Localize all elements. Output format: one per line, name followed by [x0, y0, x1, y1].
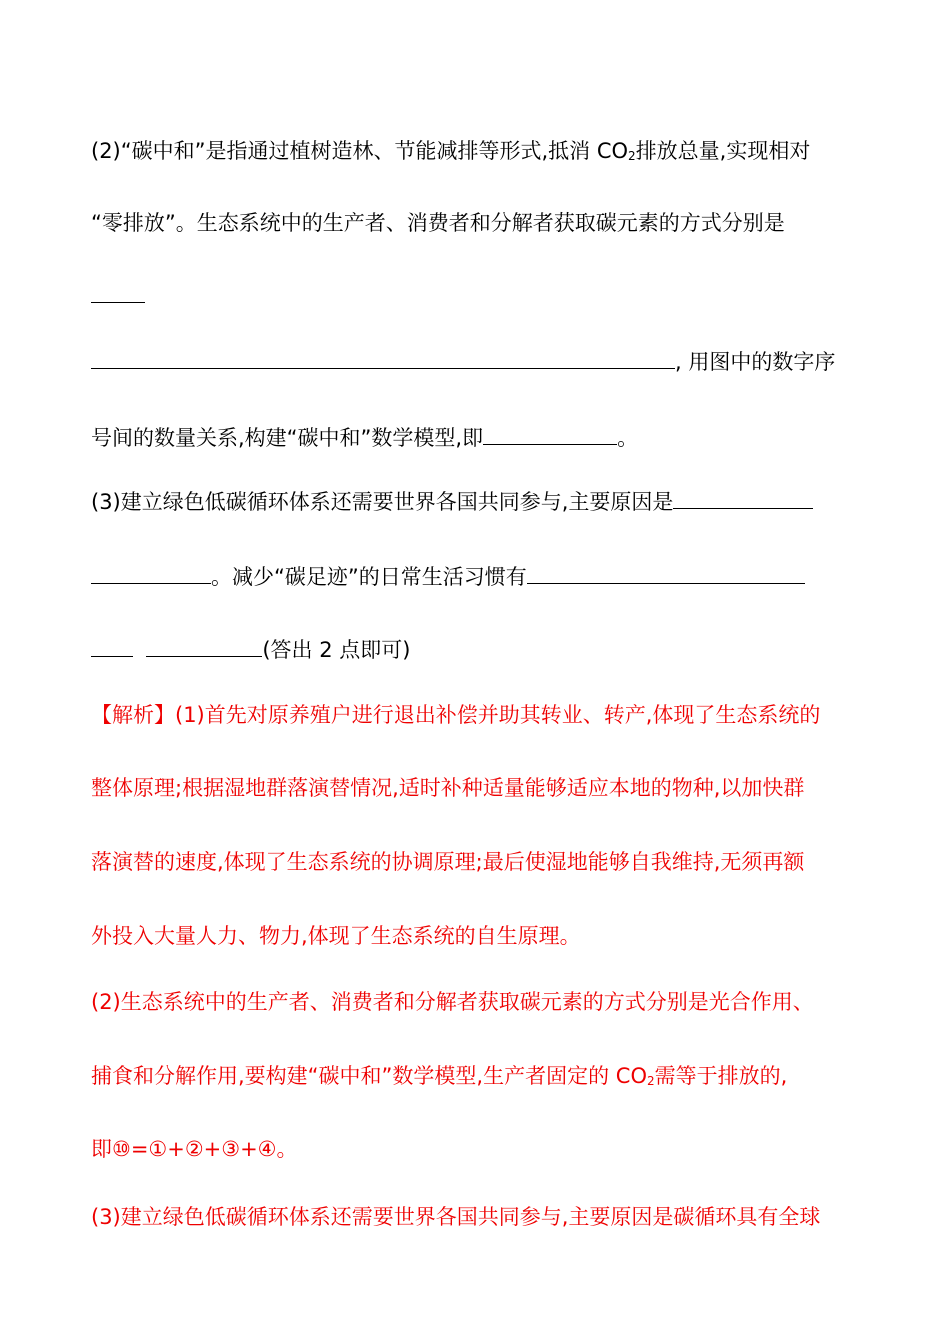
analysis-p1-line-1 — [91, 700, 861, 730]
answer-blank-7[interactable] — [91, 634, 133, 657]
q3-text-3b: (答出 2 点即可) — [262, 638, 411, 662]
analysis-text: 即⑩=①+②+③+④。 — [91, 1137, 298, 1161]
analysis-text: 落演替的速度,体现了生态系统的协调原理;最后使湿地能够自我维持,无须再额 — [91, 850, 805, 874]
analysis-p2-line-2 — [91, 1061, 861, 1096]
q3-text-1a: (3)建立绿色低碳循环体系还需要世界各国共同参与,主要原因是 — [91, 490, 674, 514]
q2-line-5 — [91, 422, 861, 453]
answer-blank-2[interactable] — [91, 346, 675, 369]
analysis-p3-line-1 — [91, 1202, 861, 1232]
analysis-p1-line-2 — [91, 773, 861, 803]
q2-text-1a: (2)“碳中和”是指通过植树造林、节能减排等形式,抵消 CO — [91, 139, 629, 163]
q3-line-2 — [91, 561, 861, 592]
analysis-text: (3)建立绿色低碳循环体系还需要世界各国共同参与,主要原因是碳循环具有全球 — [91, 1205, 821, 1229]
analysis-text: 捕食和分解作用,要构建“碳中和”数学模型,生产者固定的 CO — [91, 1064, 647, 1088]
answer-blank-4[interactable] — [673, 486, 813, 509]
q2-line-3 — [91, 280, 861, 311]
q2-text-5b: 。 — [617, 426, 639, 450]
answer-blank-5[interactable] — [91, 561, 211, 584]
q2-text-4: , 用图中的数字序 — [675, 350, 836, 374]
q3-line-1 — [91, 486, 861, 517]
analysis-p2-line-3 — [91, 1134, 861, 1164]
analysis-p1-line-4 — [91, 921, 861, 951]
q2-text-1b: 排放总量,实现相对 — [635, 139, 811, 163]
q2-text-5a: 号间的数量关系,构建“碳中和”数学模型,即 — [91, 426, 484, 450]
answer-blank-1[interactable] — [91, 280, 145, 303]
analysis-text: 【解析】(1)首先对原养殖户进行退出补偿并助其转业、转产,体现了生态系统的 — [91, 703, 821, 727]
answer-blank-6[interactable] — [527, 561, 805, 584]
q3-line-3 — [91, 634, 861, 665]
answer-blank-8[interactable] — [146, 634, 262, 657]
analysis-text: (2)生态系统中的生产者、消费者和分解者获取碳元素的方式分别是光合作用、 — [91, 990, 814, 1014]
analysis-p1-line-3 — [91, 847, 861, 877]
subscript-2: 2 — [628, 149, 636, 163]
q2-text-2: “零排放”。生态系统中的生产者、消费者和分解者获取碳元素的方式分别是 — [91, 211, 785, 235]
analysis-text: 整体原理;根据湿地群落演替情况,适时补种适量能够适应本地的物种,以加快群 — [91, 776, 805, 800]
q2-line-4 — [91, 346, 861, 377]
q2-line-1 — [91, 136, 861, 171]
q3-text-2a: 。减少“碳足迹”的日常生活习惯有 — [211, 565, 527, 589]
subscript-2: 2 — [646, 1074, 655, 1088]
answer-blank-3[interactable] — [483, 422, 617, 445]
analysis-text: 需等于排放的, — [654, 1064, 788, 1088]
analysis-p2-line-1 — [91, 987, 861, 1017]
analysis-text: 外投入大量人力、物力,体现了生态系统的自生原理。 — [91, 924, 581, 948]
q2-line-2 — [91, 208, 861, 238]
